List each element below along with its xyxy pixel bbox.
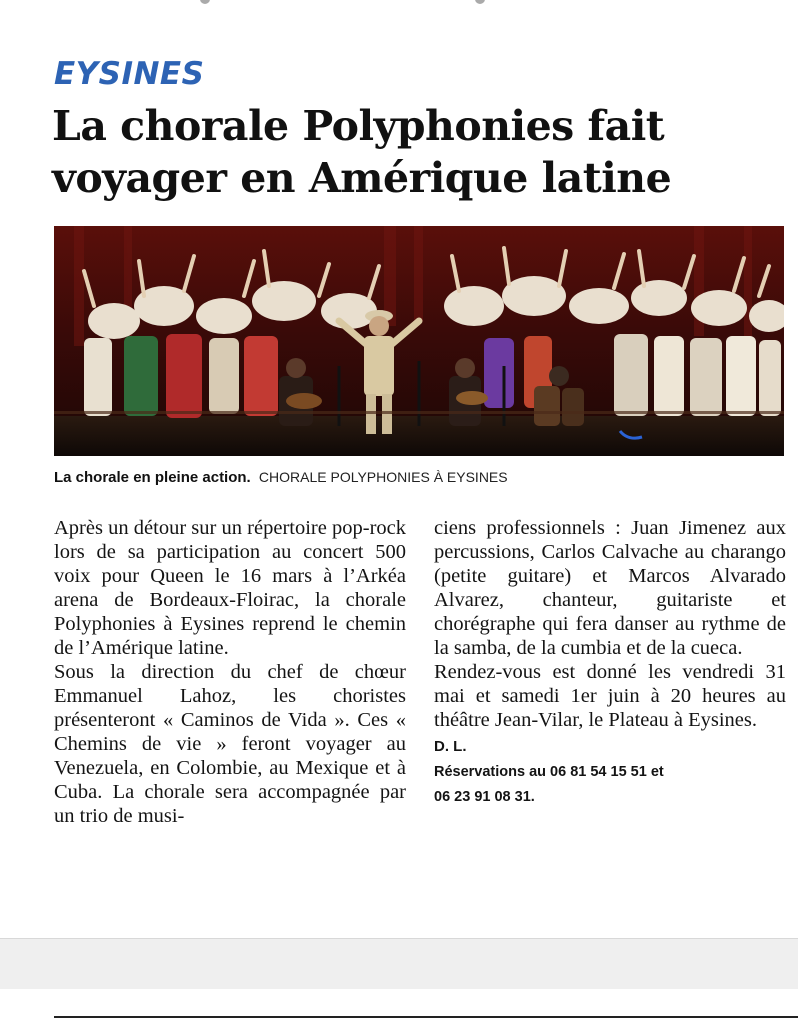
- photo-caption: [54, 469, 784, 486]
- article-column-1: [54, 516, 406, 828]
- headline-line-1: La chorale Polyphonies fait: [52, 102, 665, 150]
- top-page-fragment: [0, 0, 798, 10]
- bottom-rule: [54, 1016, 798, 1018]
- paragraph-1: Après un détour sur un répertoire pop-rock lors de sa participation au concert 500 voix pour Queen le 16 mars à l’Arkéa arena de Bordeaux-Floirac, la chorale Polyphonies à Eysines reprend le chemin de l’Amérique latine.: [54, 517, 406, 659]
- choir-photo: [54, 226, 784, 456]
- reservations-line-2: 06 23 91 08 31.: [434, 789, 535, 805]
- paragraph-3: Rendez-vous est donné les vendredi 31 mai et samedi 1er juin à 20 heures au théâtre Jean-Vilar, le Plateau à Eysines.: [434, 661, 786, 731]
- reservations-info: [434, 760, 786, 810]
- reservations-line-1: Réservations au 06 81 54 15 51 et: [434, 764, 664, 780]
- section-kicker: EYSINES: [54, 56, 205, 92]
- author-signature: D. L.: [434, 738, 467, 755]
- article-column-2: [434, 516, 786, 810]
- article-headline: [52, 100, 772, 204]
- paragraph-2-continued: ciens professionnels : Juan Jimenez aux percussions, Carlos Calvache au charango (petite guitare) et Marcos Alvarado Alvarez, chanteur, guitariste et chorégraphe qui fera danser au rythme de la samba, de la cumbia et de la cueca.: [434, 517, 786, 659]
- paragraph-2: Sous la direction du chef de chœur Emmanuel Lahoz, les choristes présenteront « Caminos de Vida ». Ces « Chemins de vie » feront voyager au Venezuela, en Colombie, au Mexique et à Cuba. La chorale sera accompagnée par un trio de musi-: [54, 661, 406, 827]
- footer-band: [0, 938, 798, 989]
- caption-lead: La chorale en pleine action.: [54, 469, 251, 486]
- photo-credit: CHORALE POLYPHONIES À EYSINES: [258, 469, 508, 485]
- headline-line-2: voyager en Amérique latine: [52, 154, 672, 202]
